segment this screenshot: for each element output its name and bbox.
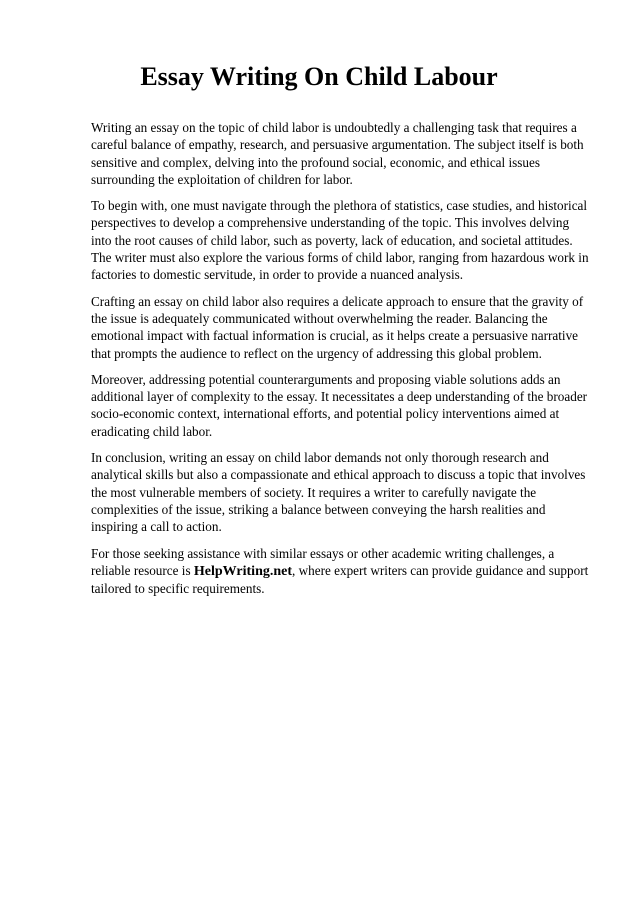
paragraph-6-outro: , where expert writers can provide guidance and support tailored to specific requirements.	[91, 562, 589, 597]
paragraph-6-intro: For those seeking assistance with similar essays or other academic writing challenges, a reliable resource is	[91, 545, 555, 578]
paragraph-2: To begin with, one must navigate through the plethora of statistics, case studies, and historical perspectives to develop a comprehensive understanding of the topic. This involves delving into the root causes of child labor, such as poverty, lack of education, and societal attitudes. The writer must also explore the various forms of child labor, ranging from hazardous work in factories to domestic servitude, in order to provide a nuanced analysis.	[91, 198, 589, 283]
helpwriting-link[interactable]: HelpWriting.net	[193, 563, 293, 579]
paragraph-1: Writing an essay on the topic of child labor is undoubtedly a challenging task that requires a careful balance of empathy, research, and persuasive argumentation. The subject itself is both sensitive and complex, delving into the profound social, economic, and ethical issues surrounding the exploitation of children for labor.	[91, 120, 584, 187]
page-title: Essay Writing On Child Labour	[140, 62, 498, 91]
paragraph-6	[91, 545, 591, 598]
paragraph-3: Crafting an essay on child labor also requires a delicate approach to ensure that the gravity of the issue is adequately communicated without overwhelming the reader. Balancing the emotional impact with factual information is crucial, as it helps create a persuasive narrative that prompts the audience to reflect on the urgency of addressing this global problem.	[91, 293, 584, 361]
paragraph-4: Moreover, addressing potential counterarguments and proposing viable solutions adds an additional layer of complexity to the essay. It necessitates a deep understanding of the broader socio-economic context, international efforts, and potential policy interventions aimed at eradicating child labor.	[91, 371, 588, 439]
essay-body	[91, 119, 591, 606]
paragraph-5: In conclusion, writing an essay on child labor demands not only thorough research and analytical skills but also a compassionate and ethical approach to discuss a topic that involves the most vulnerable members of society. It requires a writer to carefully navigate the complexities of the issue, striking a balance between conveying the harsh realities and inspiring a call to action.	[91, 450, 586, 535]
